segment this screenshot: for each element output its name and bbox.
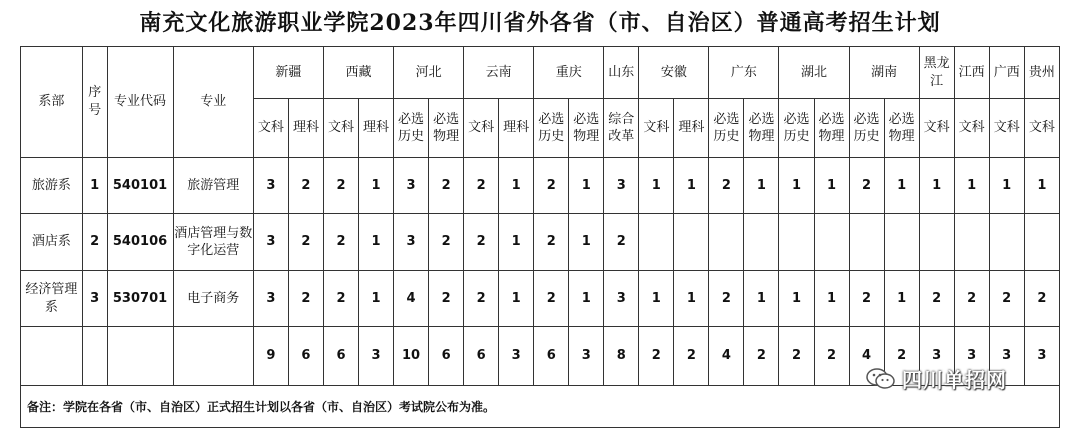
quota-cell: 1 (884, 157, 919, 214)
subject-header: 必选物理 (429, 99, 464, 158)
quota-cell: 1 (569, 157, 604, 214)
quota-cell: 2 (709, 157, 744, 214)
province-header: 广西 (989, 47, 1024, 99)
quota-cell: 2 (604, 214, 639, 271)
empty-cell (107, 327, 173, 386)
wechat-icon (866, 367, 896, 391)
total-cell: 2 (744, 327, 779, 386)
watermark (866, 364, 1007, 393)
total-cell: 3 (919, 327, 954, 386)
quota-cell: 2 (323, 157, 358, 214)
quota-cell: 1 (499, 214, 534, 271)
subject-header: 必选历史 (779, 99, 814, 158)
page-title: 南充文化旅游职业学院2023年四川省外各省（市、自治区）普通高考招生计划 (139, 10, 941, 36)
quota-cell (814, 214, 849, 271)
total-cell: 4 (709, 327, 744, 386)
quota-cell: 2 (464, 270, 499, 327)
quota-cell: 2 (989, 270, 1024, 327)
quota-cell: 1 (359, 270, 394, 327)
quota-cell (1024, 214, 1059, 271)
province-header: 云南 (464, 47, 534, 99)
total-cell: 6 (464, 327, 499, 386)
index-cell: 3 (82, 270, 107, 327)
quota-cell: 2 (429, 270, 464, 327)
total-cell: 2 (779, 327, 814, 386)
header-code: 专业代码 (107, 47, 173, 158)
quota-cell: 3 (604, 270, 639, 327)
quota-cell: 2 (534, 157, 569, 214)
quota-cell: 2 (464, 214, 499, 271)
quota-cell: 2 (464, 157, 499, 214)
quota-cell: 1 (359, 214, 394, 271)
quota-cell: 3 (253, 157, 288, 214)
quota-cell: 2 (1024, 270, 1059, 327)
province-header: 江西 (954, 47, 989, 99)
dept-cell: 经济管理系 (21, 270, 83, 327)
total-cell: 3 (954, 327, 989, 386)
quota-cell: 2 (954, 270, 989, 327)
quota-cell: 1 (884, 270, 919, 327)
total-cell: 2 (814, 327, 849, 386)
quota-cell: 1 (1024, 157, 1059, 214)
total-cell: 2 (884, 327, 919, 386)
subject-header: 理科 (359, 99, 394, 158)
province-header: 重庆 (534, 47, 604, 99)
quota-cell: 1 (569, 270, 604, 327)
quota-cell: 2 (323, 270, 358, 327)
province-header: 西藏 (323, 47, 393, 99)
quota-cell (744, 214, 779, 271)
code-cell: 530701 (107, 270, 173, 327)
total-cell: 4 (849, 327, 884, 386)
quota-cell (954, 214, 989, 271)
subject-header: 文科 (464, 99, 499, 158)
subject-header: 文科 (1024, 99, 1059, 158)
province-header: 河北 (394, 47, 464, 99)
subject-header: 理科 (288, 99, 323, 158)
quota-cell: 2 (849, 157, 884, 214)
quota-cell: 3 (394, 214, 429, 271)
quota-cell: 2 (429, 214, 464, 271)
quota-cell: 3 (253, 214, 288, 271)
quota-cell: 2 (288, 270, 323, 327)
empty-cell (21, 327, 83, 386)
quota-cell: 1 (744, 270, 779, 327)
quota-cell: 1 (779, 270, 814, 327)
subject-header: 文科 (323, 99, 358, 158)
subject-header: 理科 (499, 99, 534, 158)
quota-cell: 1 (919, 157, 954, 214)
quota-cell: 2 (919, 270, 954, 327)
province-header: 黑龙江 (919, 47, 954, 99)
enrollment-plan-table (20, 46, 1060, 386)
subject-header: 必选物理 (744, 99, 779, 158)
quota-cell: 1 (779, 157, 814, 214)
subject-header: 文科 (989, 99, 1024, 158)
total-cell: 3 (499, 327, 534, 386)
major-cell: 酒店管理与数字化运营 (173, 214, 253, 271)
quota-cell (674, 214, 709, 271)
quota-cell: 2 (709, 270, 744, 327)
quota-cell: 1 (639, 157, 674, 214)
province-header: 湖南 (849, 47, 919, 99)
total-cell: 3 (569, 327, 604, 386)
quota-cell: 1 (639, 270, 674, 327)
quota-cell: 2 (429, 157, 464, 214)
subject-header: 文科 (639, 99, 674, 158)
header-dept: 系部 (21, 47, 83, 158)
province-header: 湖北 (779, 47, 849, 99)
subject-header: 必选物理 (569, 99, 604, 158)
quota-cell (884, 214, 919, 271)
dept-cell: 酒店系 (21, 214, 83, 271)
subject-header: 理科 (674, 99, 709, 158)
quota-cell: 3 (604, 157, 639, 214)
table-row (21, 214, 1060, 271)
empty-cell (82, 327, 107, 386)
province-header: 山东 (604, 47, 639, 99)
quota-cell: 2 (849, 270, 884, 327)
total-cell: 6 (288, 327, 323, 386)
quota-cell: 1 (359, 157, 394, 214)
subject-header: 必选物理 (884, 99, 919, 158)
quota-cell: 2 (534, 214, 569, 271)
quota-cell (639, 214, 674, 271)
province-header: 贵州 (1024, 47, 1059, 99)
table-row (21, 157, 1060, 214)
quota-cell: 3 (394, 157, 429, 214)
province-header: 新疆 (253, 47, 323, 99)
quota-cell (709, 214, 744, 271)
quota-cell: 1 (674, 157, 709, 214)
quota-cell (849, 214, 884, 271)
subject-header: 必选历史 (849, 99, 884, 158)
header-major: 专业 (173, 47, 253, 158)
table-row (21, 270, 1060, 327)
major-cell: 电子商务 (173, 270, 253, 327)
total-cell: 6 (323, 327, 358, 386)
total-cell: 3 (1024, 327, 1059, 386)
code-cell: 540101 (107, 157, 173, 214)
quota-cell: 2 (534, 270, 569, 327)
quota-cell: 1 (814, 157, 849, 214)
total-cell: 3 (989, 327, 1024, 386)
code-cell: 540106 (107, 214, 173, 271)
quota-cell: 1 (499, 157, 534, 214)
subject-header: 必选历史 (394, 99, 429, 158)
total-cell: 6 (429, 327, 464, 386)
major-cell: 旅游管理 (173, 157, 253, 214)
index-cell: 1 (82, 157, 107, 214)
total-cell: 10 (394, 327, 429, 386)
total-cell: 9 (253, 327, 288, 386)
quota-cell: 1 (989, 157, 1024, 214)
total-cell: 8 (604, 327, 639, 386)
quota-cell (989, 214, 1024, 271)
quota-cell: 1 (499, 270, 534, 327)
subject-header: 必选历史 (709, 99, 744, 158)
empty-cell (173, 327, 253, 386)
quota-cell: 1 (569, 214, 604, 271)
province-header: 安徽 (639, 47, 709, 99)
total-cell: 2 (639, 327, 674, 386)
subject-header: 综合改革 (604, 99, 639, 158)
quota-cell: 3 (253, 270, 288, 327)
quota-cell: 2 (323, 214, 358, 271)
dept-cell: 旅游系 (21, 157, 83, 214)
quota-cell: 1 (674, 270, 709, 327)
quota-cell: 4 (394, 270, 429, 327)
subject-header: 必选历史 (534, 99, 569, 158)
total-cell: 2 (674, 327, 709, 386)
quota-cell: 1 (814, 270, 849, 327)
quota-cell (919, 214, 954, 271)
quota-cell: 1 (954, 157, 989, 214)
watermark-text: 四川单招网 (902, 368, 1007, 392)
total-cell: 6 (534, 327, 569, 386)
quota-cell (779, 214, 814, 271)
total-cell: 3 (359, 327, 394, 386)
province-header: 广东 (709, 47, 779, 99)
note-text: 备注：学院在各省（市、自治区）正式招生计划以各省（市、自治区）考试院公布为准。 (27, 400, 496, 414)
quota-cell: 1 (744, 157, 779, 214)
index-cell: 2 (82, 214, 107, 271)
header-index: 序号 (82, 47, 107, 158)
subject-header: 文科 (919, 99, 954, 158)
quota-cell: 2 (288, 214, 323, 271)
subject-header: 文科 (253, 99, 288, 158)
quota-cell: 2 (288, 157, 323, 214)
subject-header: 文科 (954, 99, 989, 158)
subject-header: 必选物理 (814, 99, 849, 158)
